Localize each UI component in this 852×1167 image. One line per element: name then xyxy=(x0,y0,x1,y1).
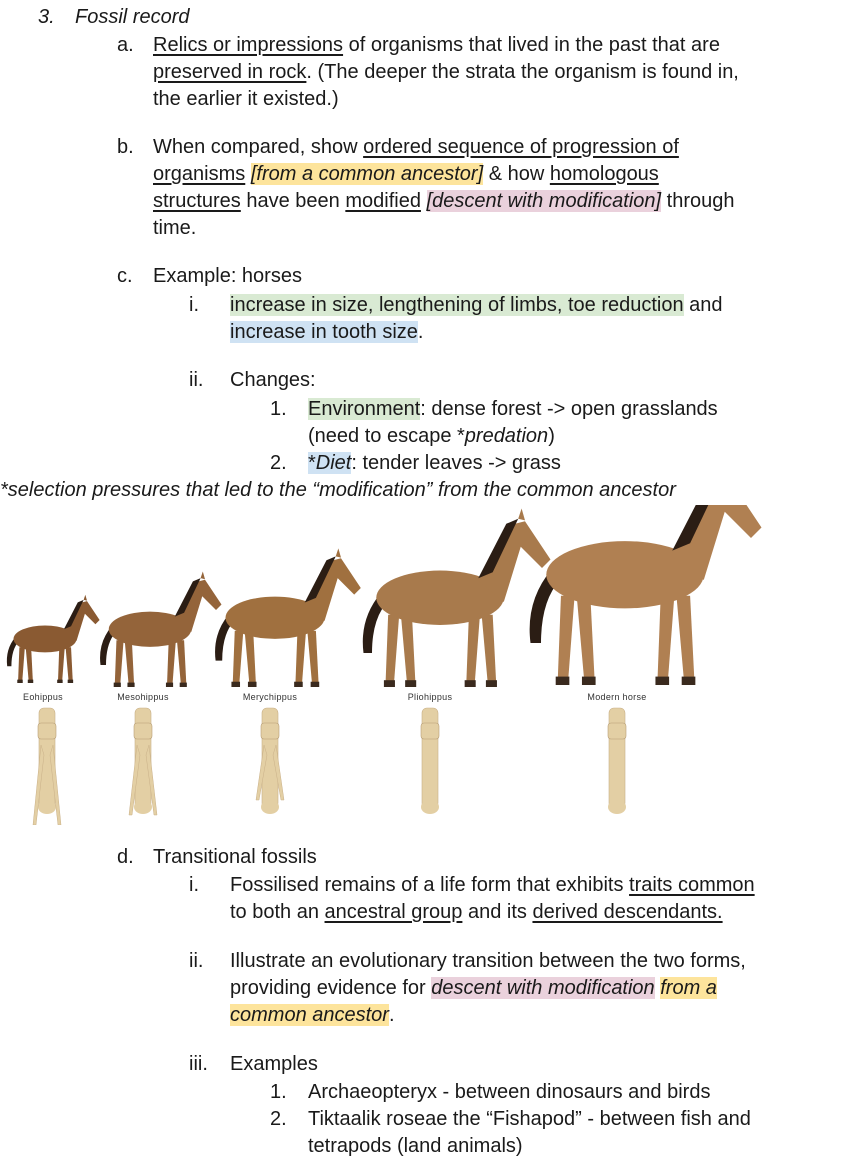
underlined-text: Relics or impressions xyxy=(153,34,344,56)
list-marker: ii. xyxy=(189,369,204,391)
text-line xyxy=(230,367,316,394)
text-span xyxy=(421,190,427,212)
underlined-text: derived descendants. xyxy=(532,901,723,923)
text-line xyxy=(153,59,739,86)
text-span: the earlier it existed.) xyxy=(153,88,339,110)
list-marker: 3. xyxy=(38,6,55,28)
text-line xyxy=(153,188,734,215)
text-span: predation xyxy=(464,425,549,447)
highlighted-text: * xyxy=(308,452,316,474)
text-line xyxy=(308,450,561,477)
horse-label: Mesohippus xyxy=(117,692,169,702)
text-span: to both an xyxy=(230,901,325,923)
text-span: . xyxy=(388,1004,395,1026)
list-marker: 1. xyxy=(270,1081,287,1103)
text-line xyxy=(153,161,659,188)
highlighted-text: Diet xyxy=(315,452,352,474)
text-line xyxy=(308,1106,751,1133)
horse-icon xyxy=(215,548,361,687)
text-line xyxy=(153,32,720,59)
text-line xyxy=(153,263,302,290)
text-line xyxy=(308,423,555,450)
text-span: Changes: xyxy=(230,369,316,391)
foot-bone-icon xyxy=(129,708,157,815)
text-line xyxy=(230,319,423,346)
horse-label: Merychippus xyxy=(242,692,298,702)
list-marker: ii. xyxy=(189,950,204,972)
foot-bone-icon xyxy=(256,708,284,814)
text-line xyxy=(230,948,746,975)
text-line xyxy=(308,396,718,423)
horse-label: Eohippus xyxy=(23,692,63,702)
highlighted-text: descent with modification xyxy=(431,977,655,999)
text-line xyxy=(153,215,196,242)
horse-evolution-illustration xyxy=(0,505,852,825)
list-marker: b. xyxy=(117,136,134,158)
text-span: *selection pressures that led to the “modification” from the common ancestor xyxy=(0,479,676,501)
horse-evolution-figure xyxy=(0,505,852,825)
text-line xyxy=(308,1133,523,1160)
text-span: Fossilised remains of a life form that exhibits xyxy=(230,874,630,896)
underlined-text: ancestral group xyxy=(324,901,463,923)
horse-icon xyxy=(100,572,221,688)
underlined-text: homologous xyxy=(549,163,659,185)
text-span: : dense forest -> open grasslands xyxy=(420,398,718,420)
horse-icon xyxy=(7,595,100,683)
text-span: : tender leaves -> grass xyxy=(351,452,561,474)
underlined-text: preserved in rock xyxy=(153,61,307,83)
highlighted-text: common ancestor xyxy=(230,1004,389,1026)
underlined-text: traits common xyxy=(629,874,755,896)
text-span: Example: horses xyxy=(153,265,302,287)
text-span: time. xyxy=(153,217,197,239)
text-span: through xyxy=(661,190,735,212)
text-span: and xyxy=(683,294,723,316)
horse-icon xyxy=(363,509,551,688)
list-marker: 2. xyxy=(270,1108,287,1130)
text-line xyxy=(230,872,755,899)
highlighted-text: from a xyxy=(660,977,717,999)
underlined-text: structures xyxy=(153,190,241,212)
list-marker: i. xyxy=(189,294,199,316)
text-span: tetrapods (land animals) xyxy=(308,1135,523,1157)
text-span: Tiktaalik roseae the “Fishapod” - between fish and xyxy=(308,1108,751,1130)
list-marker: i. xyxy=(189,874,199,896)
text-span: Illustrate an evolutionary transition between the two forms, xyxy=(230,950,746,972)
text-line xyxy=(153,844,317,871)
list-marker: c. xyxy=(117,265,133,287)
text-span: ) xyxy=(548,425,555,447)
text-span: have been xyxy=(240,190,346,212)
horse-icon xyxy=(530,505,762,685)
underlined-text: organisms xyxy=(153,163,246,185)
text-span: providing evidence for xyxy=(230,977,432,999)
list-marker: iii. xyxy=(189,1053,208,1075)
text-line xyxy=(308,1079,710,1106)
text-line xyxy=(75,4,189,31)
text-span: Archaeopteryx - between dinosaurs and birds xyxy=(308,1081,711,1103)
underlined-text: ordered sequence of progression of xyxy=(363,136,679,158)
text-line xyxy=(230,975,717,1002)
text-line xyxy=(0,477,676,504)
foot-bone-icon xyxy=(608,708,626,814)
text-span xyxy=(245,163,251,185)
text-line xyxy=(230,292,723,319)
highlighted-text: increase in size, lengthening of limbs, toe reduction xyxy=(230,294,684,316)
text-span: Transitional fossils xyxy=(153,846,317,868)
text-span: . xyxy=(417,321,424,343)
text-span: and its xyxy=(462,901,533,923)
highlighted-text: Environment xyxy=(308,398,421,420)
text-line xyxy=(153,134,679,161)
list-marker: 2. xyxy=(270,452,287,474)
list-marker: d. xyxy=(117,846,134,868)
text-span: . (The deeper the strata the organism is found in, xyxy=(306,61,739,83)
text-span: (need to escape * xyxy=(308,425,465,447)
foot-bone-icon xyxy=(33,708,61,825)
text-span: Fossil record xyxy=(75,6,190,28)
highlighted-text: increase in tooth size xyxy=(230,321,418,343)
text-span: Examples xyxy=(230,1053,318,1075)
text-line xyxy=(230,1051,318,1078)
highlighted-text: [from a common ancestor] xyxy=(250,163,484,185)
foot-bone-icon xyxy=(421,708,439,814)
text-line xyxy=(153,86,339,113)
text-span: & how xyxy=(483,163,550,185)
text-span: of organisms that lived in the past that are xyxy=(343,34,720,56)
list-marker: a. xyxy=(117,34,134,56)
highlighted-text: [descent with modification] xyxy=(426,190,662,212)
horse-label: Modern horse xyxy=(587,692,647,702)
text-line xyxy=(230,1002,395,1029)
text-span: When compared, show xyxy=(153,136,364,158)
list-marker: 1. xyxy=(270,398,287,420)
text-line xyxy=(230,899,723,926)
underlined-text: modified xyxy=(345,190,421,212)
horse-label: Pliohippus xyxy=(407,692,453,702)
